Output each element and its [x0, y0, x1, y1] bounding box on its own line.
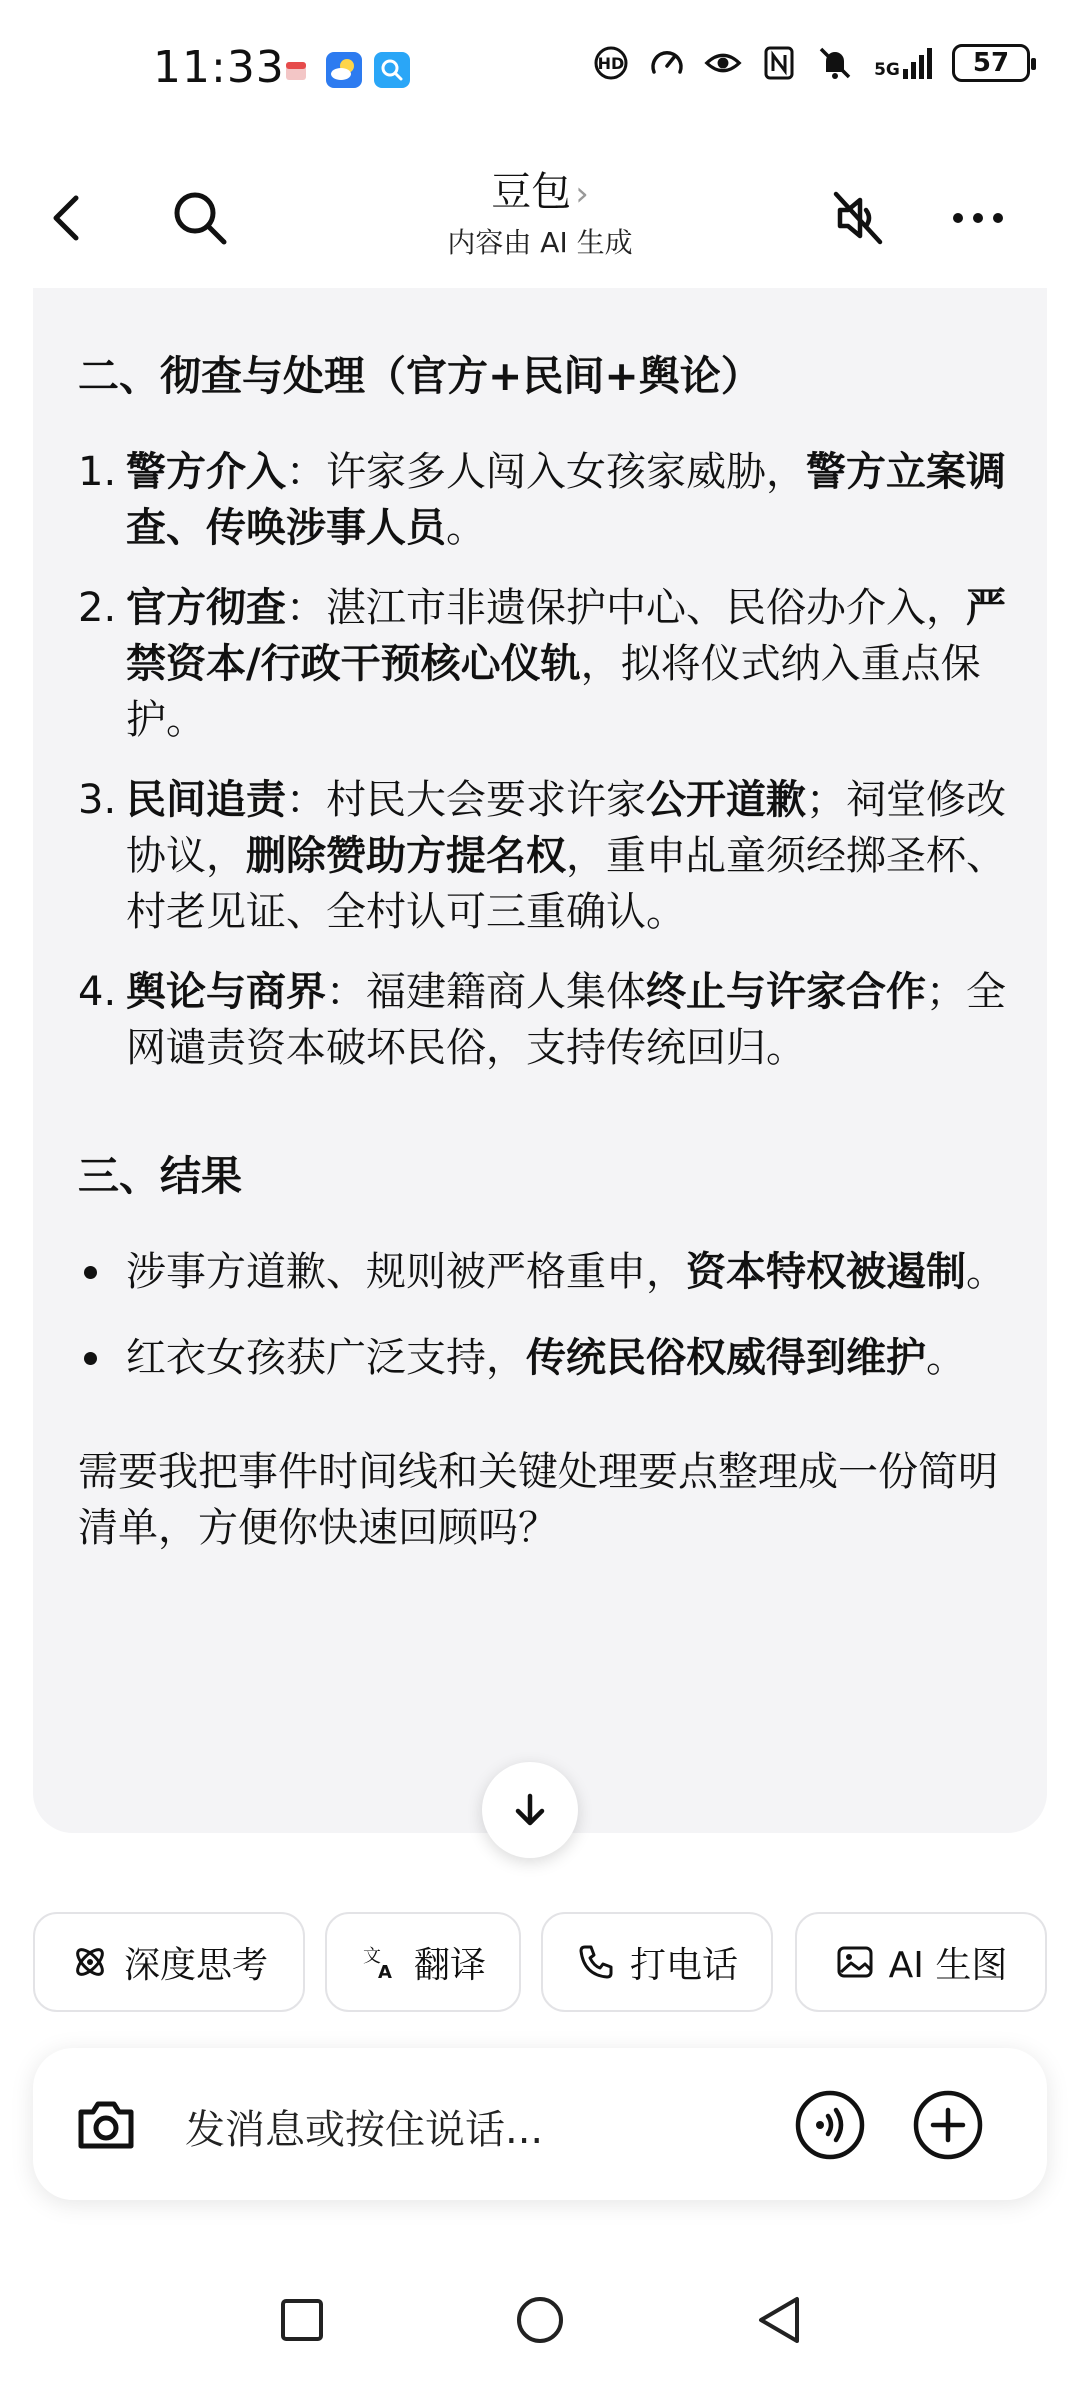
more-button[interactable]	[938, 178, 1018, 258]
text: 涉事方道歉、规则被严格重申，	[126, 1249, 686, 1295]
back-button[interactable]	[28, 178, 108, 258]
image-icon	[835, 1942, 875, 1982]
section-heading: 三、结果	[78, 1152, 242, 1200]
more-icon	[946, 186, 1010, 250]
bold-text: 官方彻查	[126, 585, 286, 631]
text: ：	[286, 449, 326, 495]
search-icon	[168, 186, 232, 250]
chip-call[interactable]	[541, 1912, 773, 2012]
back-triangle-icon	[753, 2293, 807, 2347]
back-arrow-icon	[38, 188, 98, 248]
chat-title[interactable]: 豆包	[491, 169, 572, 215]
back-nav-button[interactable]	[740, 2280, 820, 2360]
list-item	[78, 1330, 1008, 1386]
chip-deep-think[interactable]	[33, 1912, 305, 2012]
speaker-mute-button[interactable]	[818, 178, 898, 258]
speaker-mute-icon	[826, 186, 890, 250]
text: 红衣女孩获广泛支持，	[126, 1335, 526, 1381]
text: ，重申乩童须经掷圣杯、村老见证、全村认可三重确认。	[126, 833, 1006, 935]
text: 。	[966, 1249, 1006, 1295]
list-number: 2.	[78, 585, 117, 631]
text: 福建籍商人集体	[366, 969, 646, 1015]
voice-call-button[interactable]	[793, 2088, 867, 2162]
chip-label: AI 生图	[888, 1944, 1008, 1986]
bold-text: 传统民俗权威得到维护	[526, 1335, 926, 1381]
chip-label: 翻译	[413, 1944, 486, 1986]
phone-icon	[576, 1942, 616, 1982]
svg-text:HD: HD	[597, 54, 625, 73]
red-notification-icon	[278, 52, 314, 88]
search-app-icon	[374, 52, 410, 88]
text: 村民大会要求许家	[326, 777, 646, 823]
text: ：	[286, 777, 326, 823]
list-item	[78, 772, 1008, 940]
section-heading: 二、彻查与处理（官方+民间+舆论）	[78, 352, 762, 400]
list-item-text	[126, 1330, 1008, 1386]
text: ：	[326, 969, 366, 1015]
list-item-text	[126, 1244, 1008, 1300]
message-content	[78, 348, 1008, 1556]
atom-icon	[70, 1942, 110, 1982]
text: 许家多人闯入女孩家威胁，	[326, 449, 806, 495]
search-button[interactable]	[160, 178, 240, 258]
add-button[interactable]	[911, 2088, 985, 2162]
list-item-text	[126, 964, 1008, 1076]
scroll-to-bottom-button[interactable]	[482, 1762, 578, 1858]
text: 。	[446, 505, 486, 551]
camera-button[interactable]	[71, 2090, 141, 2160]
closing-question: 需要我把事件时间线和关键处理要点整理成一份简明清单，方便你快速回顾吗？	[78, 1449, 998, 1551]
list-item-text	[126, 444, 1008, 556]
ai-message-bubble	[33, 288, 1047, 1833]
list-number: 4.	[78, 969, 117, 1015]
camera-icon	[73, 2092, 139, 2158]
bold-text: 终止与许家合作	[646, 969, 926, 1015]
plus-icon	[911, 2088, 985, 2162]
system-navigation-bar	[0, 2240, 1080, 2400]
chip-ai-image[interactable]	[795, 1912, 1047, 2012]
list-item	[78, 580, 1008, 748]
list-item-text	[126, 580, 1008, 748]
eye-icon	[704, 44, 742, 82]
list-item-text	[126, 772, 1008, 940]
numbered-list	[78, 444, 1008, 1076]
bold-text: 严禁资本/行政干预核心仪轨	[126, 585, 1006, 687]
list-number: 3.	[78, 777, 117, 823]
hd-icon	[592, 44, 630, 82]
bold-text: 舆论与商界	[126, 969, 326, 1015]
battery-level: 57	[972, 48, 1010, 78]
chip-label: 深度思考	[123, 1944, 268, 1986]
battery-icon	[952, 44, 1030, 82]
bold-text: 警方立案调查、传唤涉事人员	[126, 449, 1006, 551]
arrow-down-icon	[508, 1788, 552, 1832]
bold-text: 公开道歉	[646, 777, 806, 823]
signal-icon	[872, 44, 934, 82]
bold-text: 警方介入	[126, 449, 286, 495]
bullet-list	[78, 1244, 1008, 1386]
nfc-icon	[760, 44, 798, 82]
list-item	[78, 964, 1008, 1076]
weather-app-icon	[326, 52, 362, 88]
chip-translate[interactable]	[325, 1912, 521, 2012]
bold-text: 删除赞助方提名权	[246, 833, 566, 879]
text: ；全网谴责资本破坏民俗，支持传统回归。	[126, 969, 1006, 1071]
message-input[interactable]: 发消息或按住说话...	[185, 2107, 544, 2153]
home-button[interactable]	[500, 2280, 580, 2360]
speedometer-icon	[648, 44, 686, 82]
svg-text:A: A	[377, 1962, 392, 1982]
bold-text: 民间追责	[126, 777, 286, 823]
recent-apps-icon	[277, 2295, 327, 2345]
voice-wave-icon	[793, 2088, 867, 2162]
text: ，拟将仪式纳入重点保护。	[126, 641, 981, 743]
list-number: 1.	[78, 449, 117, 495]
text: ：	[286, 585, 326, 631]
ai-generated-note: 内容由 AI 生成	[447, 226, 633, 259]
bold-text: 资本特权被遏制	[686, 1249, 966, 1295]
chat-header	[0, 150, 1080, 290]
list-item	[78, 1244, 1008, 1300]
bullet-dot	[78, 1244, 126, 1300]
status-time: 11:33	[153, 42, 285, 93]
text: 湛江市非遗保护中心、民俗办介入，	[326, 585, 966, 631]
status-bar	[0, 0, 1080, 150]
message-input-bar	[33, 2048, 1047, 2200]
chip-label: 打电话	[629, 1944, 738, 1986]
home-icon	[513, 2293, 567, 2347]
recent-apps-button[interactable]	[262, 2280, 342, 2360]
bullet-dot	[78, 1330, 126, 1386]
quick-actions	[33, 1912, 1047, 2016]
translate-icon	[360, 1942, 400, 1982]
title-chevron-icon: ›	[575, 174, 589, 214]
network-type: 5G	[874, 59, 900, 80]
list-item	[78, 444, 1008, 556]
mute-bell-icon	[816, 44, 854, 82]
text: 。	[926, 1335, 966, 1381]
svg-text:文: 文	[362, 1946, 381, 1967]
status-icons	[592, 44, 1030, 82]
text: ；祠堂修改协议，	[126, 777, 1006, 879]
